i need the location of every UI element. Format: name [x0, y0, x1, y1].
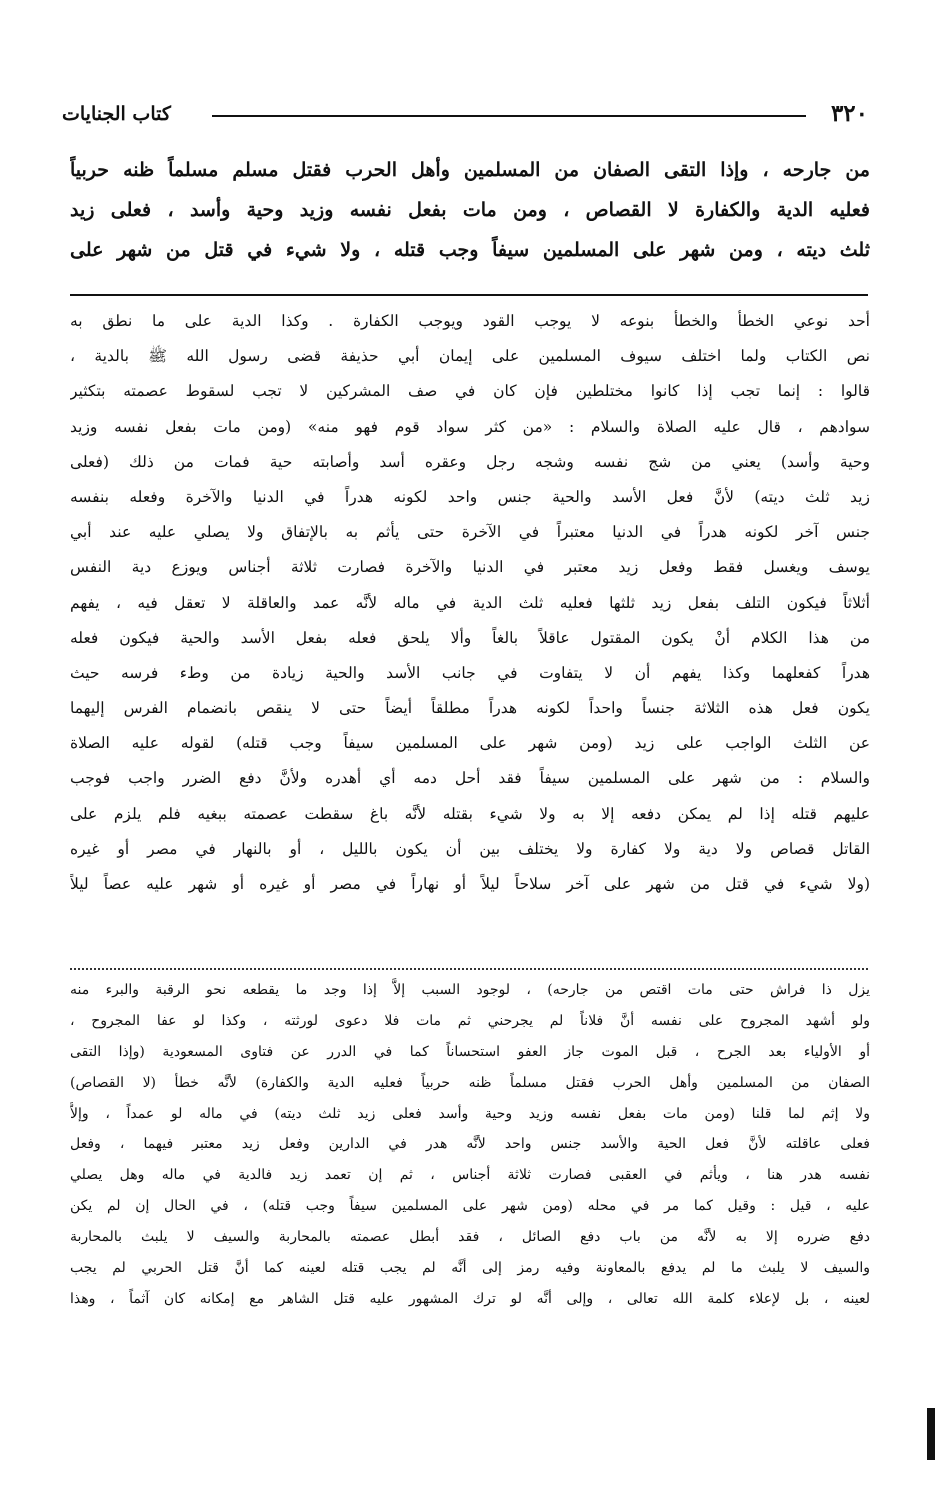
sharh-line: زيد ثلث ديته) لأنَّ فعل الأسد والحية جنس واحد لكونه هدراً في الدنيا والآخرة وفعله بنفسه — [70, 487, 870, 506]
sharh-line: عليهم قتله إذا لم يمكن دفعه إلا به ولا شيء بقتله لأنَّه باغ سقطت عصمته ببغيه فلم يلزم على — [70, 804, 870, 823]
sharh-line: نص الكتاب ولما اختلف سيوف المسلمين على إيمان أبي حذيفة قضى رسول الله ﷺ بالدية ، — [70, 347, 870, 366]
hashiya-line: فعلى عاقلته لأنَّ فعل الحية والأسد جنس واحد لأنَّه هدر في الدارين وفعل زيد معتبر فيهما ، وفعل — [70, 1136, 870, 1153]
sharh-line: سوادهم ، قال عليه الصلاة والسلام : «من كثر سواد قوم فهو منه» (ومن مات بفعل نفسه وزيد — [70, 417, 870, 436]
hashiya-line: ولو أشهد المجروح على نفسه أنَّ فلاناً لم يجرحني ثم مات فلا دعوى لورثته ، وكذا لو عفا المجروح ، — [70, 1012, 870, 1029]
sharh-line: عن الثلث الواجب على زيد (ومن شهر على المسلمين سيفاً وجب قتله) لقوله عليه الصلاة — [70, 734, 870, 753]
hashiya-line: نفسه هدر هنا ، ويأثم في العقبى فصارت ثلاثة أجناس ، ثم إن تعمد زيد فالدية في ماله وهل يصلي — [70, 1167, 870, 1184]
matn-line: ثلث ديته ، ومن شهر على المسلمين سيفاً وجب قتله ، ولا شيء في قتل من شهر على — [70, 239, 870, 261]
sharh-line: أثلاثاً فيكون التلف بفعل زيد ثلثها فعليه ثلث الدية في ماله لأنَّه عمد والعاقلة لا تعقل فيه ، يفهم — [70, 593, 870, 612]
scan-edge-mark — [927, 1408, 935, 1460]
sharh-line: يكون فعل هذه الثلاثة جنساً واحداً لكونه هدراً مطلقاً أيضاً حتى لا ينقص بانضمام الفرس إليهما — [70, 699, 870, 718]
hashiya-line: عليه ، قيل : وقيل كما مر في محله (ومن شهر على المسلمين سيفاً وجب قتله) ، في الحال إن لم يكن — [70, 1198, 870, 1215]
matn-text — [70, 150, 870, 270]
header-rule — [212, 115, 806, 117]
sharh-line: جنس آخر لكونه هدراً في الدنيا معتبراً في الآخرة حتى يأثم به بالإتفاق ولا يصلي عليه عند أبي — [70, 523, 870, 542]
sharh-line: والسلام : من شهر على المسلمين سيفاً فقد أحل دمه أي أهدره ولأنَّ دفع الضرر واجب فوجب — [70, 769, 870, 788]
matn-line: فعليه الدية والكفارة لا القصاص ، ومن مات بفعل نفسه وزيد وحية وأسد ، فعلى زيد — [70, 199, 870, 221]
hashiya-line: دفع ضرره إلا به لأنَّه من باب دفع الصائل ، فقد أبطل عصمته بالمحاربة والسيف لا يلبث بالمحاربة — [70, 1229, 870, 1246]
footnote-separator — [70, 968, 868, 970]
sharh-line: من هذا الكلام أنْ يكون المقتول عاقلاً بالغاً وألا يلحق فعله بفعل الأسد والحية فيكون فعله — [70, 628, 870, 647]
sharh-line: وحية وأسد) يعني من شج نفسه وشجه رجل وعقره أسد وأصابته حية فمات من ذلك (فعلى — [70, 452, 870, 471]
matn-line: من جارحه ، وإذا التقى الصفان من المسلمين وأهل الحرب فقتل مسلم مسلماً ظنه حربياً — [70, 159, 870, 181]
hashiya-line: لعينه ، بل لإعلاء كلمة الله تعالى ، وإلى أنَّه لو ترك المشهور عليه قتل الشاهر مع إمكانه كان آثماً ، وهذا — [70, 1290, 870, 1307]
hashiya-line: يزل ذا فراش حتى مات اقتص من جارحه) ، لوجود السبب إلاَّ إذا وجد ما يقطعه نحو الرقبة والبرء منه — [70, 982, 870, 998]
page-number: ٣٢٠ — [830, 100, 868, 127]
sharh-line: أحد نوعي الخطأ والخطأ بنوعه لا يوجب القود ويوجب الكفارة . وكذا الدية على ما نطق به — [70, 312, 870, 330]
hashiya-line: ولا إثم لما قلنا (ومن مات بفعل نفسه وزيد وحية وأسد فعلى زيد ثلث ديته) في ماله لو عمداً ، وإلاَّ — [70, 1105, 870, 1122]
hashiya-text — [70, 975, 870, 1315]
sharh-line: (ولا شيء في قتل من شهر على آخر سلاحاً ليلاً أو نهاراً في مصر أو غيره أو شهر عليه عصاً ليلاً — [70, 875, 870, 893]
hashiya-line: الصفان من المسلمين وأهل الحرب فقتل مسلماً ظنه حربياً فعليه الدية والكفارة) لأنَّه خطأ (لا القصاص) — [70, 1074, 870, 1091]
book-title: كتاب الجنايات — [62, 103, 171, 125]
hashiya-line: والسيف لا يلبث ما لم يدفع بالمعاونة وفيه رمز إلى أنَّه لم يجب قتله لعينه كما أنَّ قتل الحربي لم يجب — [70, 1260, 870, 1277]
sharh-line: يوسف ويغسل فقط وفعل زيد معتبر في الدنيا والآخرة فصارت ثلاثة أجناس ويوزع دية النفس — [70, 558, 870, 577]
running-header — [62, 98, 868, 130]
hashiya-line: أو الأولياء بعد الجرح ، قبل الموت جاز العفو استحساناً كما في الدرر عن فتاوى المسعودية (وإذا التقى — [70, 1043, 870, 1060]
sharh-line: القاتل قصاص ولا دية ولا كفارة ولا يختلف بين أن يكون بالليل ، أو بالنهار في مصر أو غيره — [70, 839, 870, 858]
matn-separator — [70, 294, 868, 296]
sharh-line: قالوا : إنما تجب إذا كانوا مختلطين فإن كان في صف المشركين لا تجب لسقوط عصمته بتكثير — [70, 382, 870, 401]
sharh-line: هدراً كفعلهما وكذا يفهم أن لا يتفاوت في جانب الأسد والحية زيادة من وطء فرسه حيث — [70, 663, 870, 682]
sharh-text — [70, 304, 870, 902]
